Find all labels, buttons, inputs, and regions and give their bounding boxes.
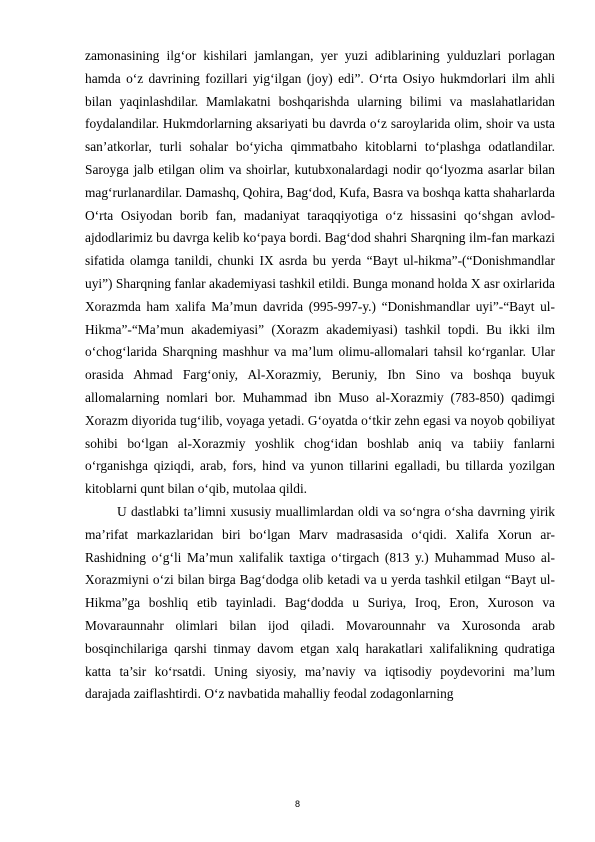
paragraph: U dastlabki ta’limni xususiy muallimlardan oldi va so‘ngra o‘sha davrning yirik ma’rifat markazlaridan biri bo‘lgan Marv madrasasida o‘qidi. Xalifa Xorun ar-Rashidning o‘g‘li Ma’mun xalifalik taxtiga o‘tirgach (813 y.) Muhammad Muso al-Xorazmiyni o‘zi bilan birga Bag‘dodga olib ketadi va u yerda tashkil etilgan “Bayt ul-Hikma”ga boshliq etib tayinladi. Bag‘dodda u Suriya, Iroq, Eron, Xuroson va Movaraunnahr olimlari bilan ijod qiladi. Movarounnahr va Xurosonda arab bosqinchilariga qarshi tinmay davom etgan xalq harakatlari xalifalikning qudratiga katta ta’sir ko‘rsatdi. Uning siyosiy, ma’naviy va iqtisodiy poydevorini ma’lum darajada zaiflashtirdi. O‘z navbatida mahalliy feodal zodagonlarning: [85, 503, 555, 702]
paragraph: zamonasining ilg‘or kishilari jamlangan, yer yuzi adiblarining yulduzlari porlagan hamda o‘z davrining fozillari yig‘ilgan (joy) edi”. O‘rta Osiyo hukmdorlari ilm ahli bilan yaqinlashdilar. Mamlakatni boshqarishda ularning bilimi va maslahatlaridan foydalandilar. Hukmdorlarning aksariyati bu davrda o‘z saroylarida olim, shoir va usta san’atkorlar, turli sohalar bo‘yicha qimmatbaho kitoblarni to‘plashga odatlandilar. Saroyga jalb etilgan olim va shoirlar, kutubxonalardagi nodir qo‘lyozma asarlar bilan mag‘rurlanardilar. Damashq, Qohira, Bag‘dod, Kufa, Basra va boshqa katta shaharlarda O‘rta Osiyodan borib fan, madaniyat taraqqiyotiga o‘z hissasini qo‘shgan avlod-ajdodlarimiz bu davrga kelib ko‘paya bordi. Bag‘dod shahri Sharqning ilm-fan markazi sifatida olamga tanildi, chunki IX asrda bu yerda “Bayt ul-hikma”-(“Donishmandlar uyi”) Sharqning fanlar akademiyasi tashkil etildi. Bunga monand holda X asr oxirlarida Xorazmda ham xalifa Ma’mun davrida (995-997-y.) “Donishmandlar uyi”-“Bayt ul-Hikma”-“Ma’mun akademiyasi” (Xorazm akademiyasi) tashkil topdi. Bu ikki ilm o‘chog‘larida Sharqning mashhur va ma’lum olimu-allomalari tahsil ko‘rganlar. Ular orasida Ahmad Farg‘oniy, Al-Xorazmiy, Beruniy, Ibn Sino va boshqa buyuk allomalarning nomlari bor. Muhammad ibn Muso al-Xorazmiy (783-850) qadimgi Xorazm diyorida tug‘ilib, voyaga yetadi. G‘oyatda o‘tkir zehn egasi va noyob qobiliyat sohibi bo‘lgan al-Xorazmiy yoshlik chog‘idan boshlab aniq va tabiiy fanlarni o‘rganishga qiziqdi, arab, fors, hind va yunon tillarini egalladi, bu tillarda yozilgan kitoblarni qunt bilan o‘qib, mutolaa qildi.: [85, 48, 555, 497]
page-number: 8: [294, 799, 300, 809]
body-text: [85, 45, 555, 706]
